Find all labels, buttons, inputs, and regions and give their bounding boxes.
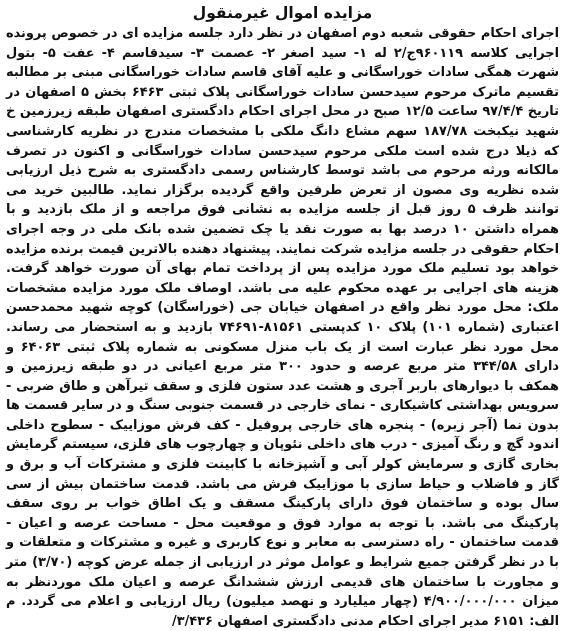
legal-notice	[6, 3, 559, 631]
notice-title: مزایده اموال غیرمنقول	[192, 4, 373, 22]
notice-body-text: اجرای احکام حقوقی شعبه دوم اصفهان در نظر دارد جلسه مزایده ای در خصوص پرونده اجرایی کلاسه ۹۶۰۱۱۹ج/۲ له ۱- سید اصغر ۲- عصمت ۳- سیدقاسم ۴- عفت ۵- بتول شهرت همگی سادات خوراسگانی و علیه آقای قاسم سادات خوراسگانی مبنی بر مطالبه تقسیم ماترک مرحوم سیدحسن سادات خوراسگانی پلاک ثبتی ۶۴۶۳ بخش ۵ اصفهان در تاریخ ۹۷/۴/۴ ساعت ۱۲/۵ صبح در محل اجرای احکام دادگستری اصفهان طبقه زیرزمین خ شهید نیکبخت ۱۸۷/۷۸ سهم مشاع دانگ ملکی با مشخصات مندرج در نظریه کارشناسی که ذیلا درج شده است ملکی مرحوم سیدحسن سادات خوراسگانی و اکنون در تصرف مالکانه ورثه مرحوم می باشد توسط کارشناس رسمی دادگستری به شرح ذیل ارزیابی شده نظریه وی مصون از تعرض طرفین واقع گردیده برگزار نماید. طالبین خرید می توانند ظرف ۵ روز قبل از جلسه مزایده به نشانی فوق مراجعه و از ملک بازدید و با همراه داشتن ۱۰ درصد بها به صورت نقد یا چک تضمین شده بانک ملی در وجه اجرای احکام حقوقی در جلسه مزایده شرکت نمایند. پیشنهاد دهنده بالاترین قیمت برنده مزایده خواهد بود تسلیم ملک مورد مزایده پس از پرداخت تمام بهای آن صورت خواهد گرفت. هزینه های اجرایی بر عهده محکوم علیه می باشد. اوصاف ملک مورد مزایده مشخصات ملک: محل مورد نظر واقع در اصفهان خیابان جی (خوراسگان) کوچه شهید محمدحسن اعتباری (شماره ۱۰۱) پلاک ۱۰ کدپستی ۸۱۵۶۱-۷۴۶۹۱ بازدید و به استحضار می رساند. محل مورد نظر عبارت است از یک باب منزل مسکونی به شماره پلاک ثبتی ۶۴۰۶۳ و دارای ۳۴۴/۵۸ متر مربع عرصه و حدود ۳۰۰ متر مربع اعیانی در دو طبقه زیرزمین و همکف با دیوارهای باربر آجری و هشت عدد ستون فلزی و سقف تیرآهن و طاق ضربی - سرویس بهداشتی کاشیکاری - نمای خارجی در قسمت جنوبی سنگ و در سایر قسمت ها بدون نما (آجر زبره) - پنجره های خارجی پروفیل - کف فرش موزاییک - سطوح داخلی اندود گچ و رنگ آمیزی - درب های داخلی نئوپان و چهارچوب های فلزی، سیستم گرمایش بخاری گازی و سرمایش کولر آبی و آشپزخانه با کابینت فلزی و مشترکات آب و برق و گاز و فاضلاب و حیاط سازی با موزاییک فرش می باشد. قدمت ساختمان بیش از سی سال بوده و ساختمان فوق دارای پارکینگ مسقف و یک اطاق خواب بر روی سقف پارکینگ می باشد. با توجه به موارد فوق و موقعیت محل - مساحت عرصه و اعیان - قدمت ساختمان - راه دسترسی به معابر و نوع کاربری و غیره و مشترکات و متعلقات و با در نظر گرفتن جمیع شرایط و عوامل موثر در ارزیابی از جمله عرض کوچه (۳/۷۰) متر و مجاورت با ساختمان های قدیمی ارزش ششدانگ عرصه و اعیان ملک موردنظر به میزان ۴/۹۰۰/۰۰۰/۰۰۰ (چهار میلیارد و نهصد میلیون) ریال ارزیابی و اعلام می گردد. م الف: ۶۱۵۱ مدیر اجرای احکام مدنی دادگستری اصفهان ۳/۴۳۶/	[6, 26, 559, 629]
